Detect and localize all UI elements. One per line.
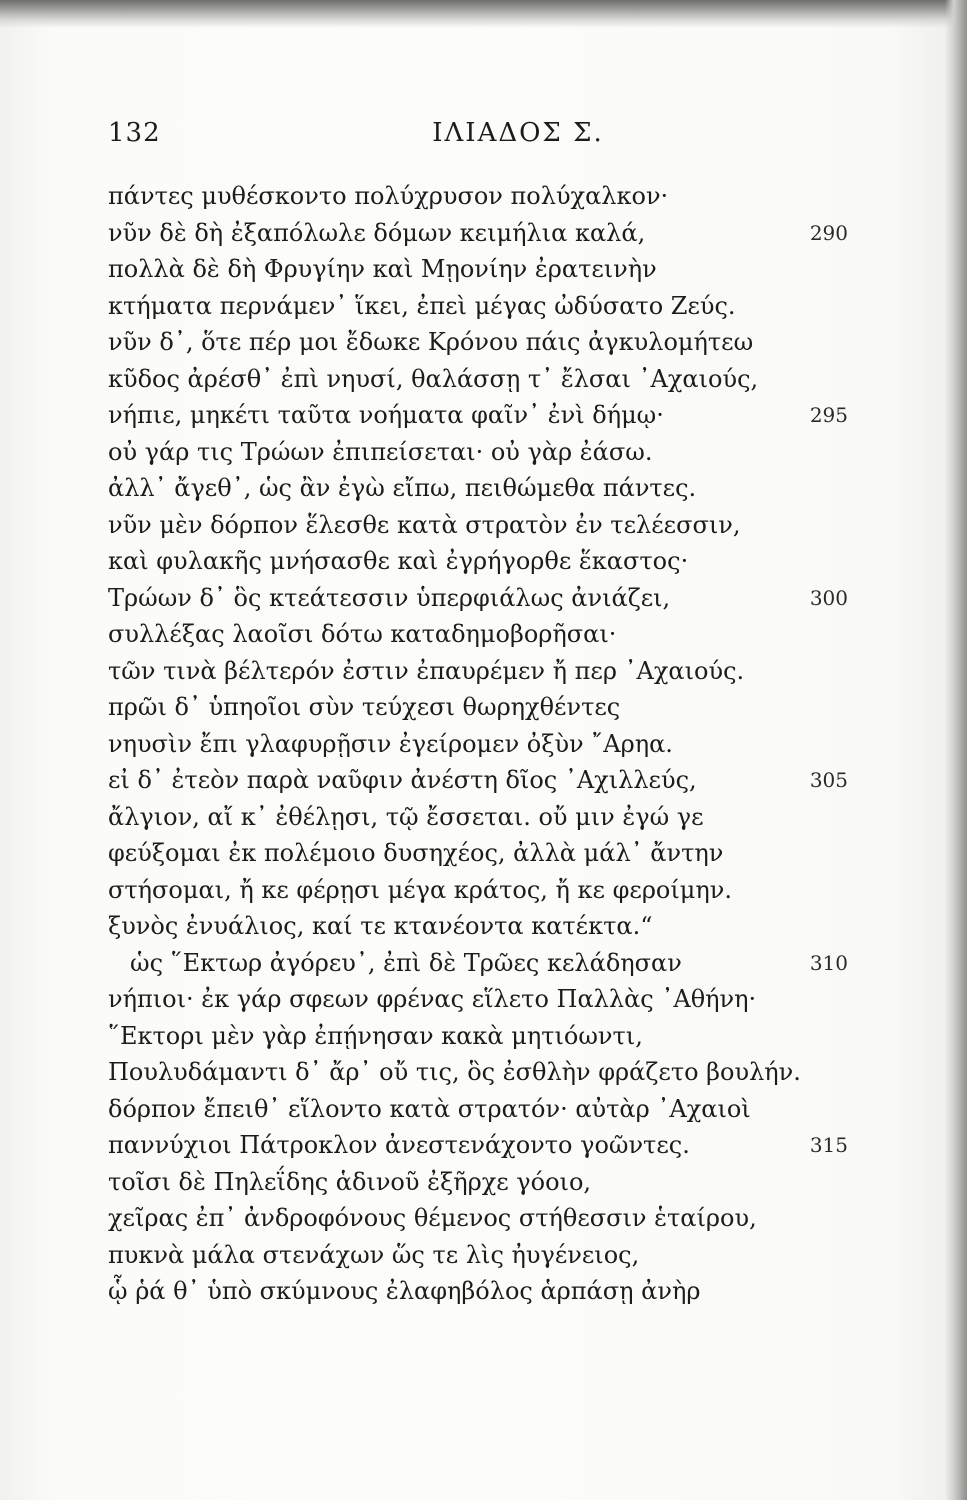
verse-line bbox=[108, 361, 848, 398]
verse-text: νηυσὶν ἔπι γλαφυρῇσιν ἐγείρομεν ὀξὺν ῎Αρηα. bbox=[108, 729, 673, 758]
line-number: 300 bbox=[809, 585, 848, 610]
verse-text: φεύξομαι ἐκ πολέμοιο δυσηχέος, ἀλλὰ μάλ᾽ ἄντην bbox=[108, 839, 724, 867]
verse-text: ἄλγιον, αἴ κ᾽ ἐθέλῃσι, τῷ ἔσσεται. οὔ μιν ἐγώ γε bbox=[108, 802, 704, 831]
verse-line bbox=[108, 945, 848, 982]
verse-text: πυκνὰ μάλα στενάχων ὥς τε λὶς ἠυγένειος, bbox=[108, 1240, 640, 1269]
book-title: ΙΛΙΑΔΟΣ Σ. bbox=[432, 118, 604, 148]
verse-line bbox=[108, 799, 848, 836]
verse-text: νῦν δὲ δὴ ἐξαπόλωλε δόμων κειμήλια καλά, bbox=[108, 218, 646, 247]
scan-top-edge bbox=[0, 0, 967, 28]
verse-line bbox=[108, 1054, 848, 1091]
verse-text: δόρπον ἔπειθ᾽ εἵλοντο κατὰ στρατόν· αὐτὰρ ᾽Αχαιοὶ bbox=[108, 1094, 751, 1123]
line-number: 305 bbox=[809, 768, 848, 792]
verse-text: παννύχιοι Πάτροκλον ἀνεστενάχοντο γοῶντες. bbox=[108, 1131, 690, 1159]
verse-text: νῦν δ᾽, ὅτε πέρ μοι ἔδωκε Κρόνου πάις ἀγκυλομήτεω bbox=[108, 328, 754, 356]
verse-text: οὐ γάρ τις Τρώων ἐπιπείσεται· οὐ γὰρ ἐάσω. bbox=[108, 437, 653, 466]
verse-text: Τρώων δ᾽ ὃς κτεάτεσσιν ὑπερφιάλως ἀνιάζει, bbox=[108, 583, 671, 612]
verse-text: καὶ φυλακῆς μνήσασθε καὶ ἐγρήγορθε ἕκαστος· bbox=[108, 547, 689, 575]
verse-line bbox=[108, 434, 848, 471]
verse-line bbox=[108, 470, 848, 507]
verse-line bbox=[108, 251, 848, 288]
line-number: 310 bbox=[809, 950, 848, 975]
verse-line bbox=[108, 1127, 848, 1164]
verse-line bbox=[108, 1018, 848, 1055]
line-number: 290 bbox=[809, 220, 848, 245]
verse-text: ἀλλ᾽ ἄγεθ᾽, ὡς ἂν ἐγὼ εἴπω, πειθώμεθα πάντες. bbox=[108, 474, 697, 502]
verse-line bbox=[108, 507, 848, 544]
verse-text: ᾧ ῥά θ᾽ ὑπὸ σκύμνους ἐλαφηβόλος ἁρπάσῃ ἀνὴρ bbox=[108, 1277, 701, 1305]
verse-text: νήπιοι· ἐκ γάρ σφεων φρένας εἵλετο Παλλὰς ᾽Αθήνη· bbox=[108, 985, 757, 1013]
verse-line bbox=[108, 981, 848, 1018]
verse-text: κτήματα περνάμεν᾽ ἵκει, ἐπεὶ μέγας ὠδύσατο Ζεύς. bbox=[108, 291, 736, 320]
verse-text: εἰ δ᾽ ἐτεὸν παρὰ ναῦφιν ἀνέστη δῖος ᾽Αχιλλεύς, bbox=[108, 766, 697, 794]
verse-line bbox=[108, 215, 848, 252]
verse-text: τῶν τινὰ βέλτερόν ἐστιν ἐπαυρέμεν ἤ περ ᾽Αχαιούς. bbox=[108, 656, 745, 685]
verse-line bbox=[108, 653, 848, 690]
line-number: 315 bbox=[809, 1133, 848, 1157]
verse-line bbox=[108, 397, 848, 434]
verse-text: πρῶι δ᾽ ὑπηοῖοι σὺν τεύχεσι θωρηχθέντες bbox=[108, 693, 621, 721]
verse-text: στήσομαι, ἤ κε φέρῃσι μέγα κράτος, ἤ κε φεροίμην. bbox=[108, 875, 732, 904]
running-head bbox=[108, 118, 868, 158]
verse-text: πολλὰ δὲ δὴ Φρυγίην καὶ Μῃονίην ἐρατεινὴν bbox=[108, 255, 657, 283]
verse-line bbox=[108, 908, 848, 945]
verse-text: χεῖρας ἐπ᾽ ἀνδροφόνους θέμενος στήθεσσιν ἑταίρου, bbox=[108, 1204, 757, 1232]
verse-line bbox=[108, 288, 848, 325]
verse-text: συλλέξας λαοῖσι δότω καταδημοβορῆσαι· bbox=[108, 620, 617, 648]
verse-text: πάντες μυθέσκοντο πολύχρυσον πολύχαλκον· bbox=[108, 182, 669, 210]
verse-text: ὡς ῞Εκτωρ ἀγόρευ᾽, ἐπὶ δὲ Τρῶες κελάδησαν bbox=[130, 948, 682, 977]
verse-text: νῦν μὲν δόρπον ἕλεσθε κατὰ στρατὸν ἐν τελέεσσιν, bbox=[108, 510, 741, 539]
verse-line bbox=[108, 1164, 848, 1201]
verse-line bbox=[108, 689, 848, 726]
verse-line bbox=[108, 580, 848, 617]
verse-line bbox=[108, 1091, 848, 1128]
verse-line bbox=[108, 1237, 848, 1274]
verse-line bbox=[108, 324, 848, 361]
verse-line bbox=[108, 616, 848, 653]
verse-block bbox=[108, 178, 848, 1310]
verse-line bbox=[108, 762, 848, 799]
verse-line bbox=[108, 178, 848, 215]
page-number: 132 bbox=[108, 118, 161, 148]
verse-text: τοῖσι δὲ Πηλεΐδης ἁδινοῦ ἐξῆρχε γόοιο, bbox=[108, 1167, 592, 1196]
verse-line bbox=[108, 543, 848, 580]
verse-line bbox=[108, 1273, 848, 1310]
verse-text: Πουλυδάμαντι δ᾽ ἄρ᾽ οὔ τις, ὃς ἐσθλὴν φράζετο βουλήν. bbox=[108, 1058, 801, 1086]
verse-line bbox=[108, 1200, 848, 1237]
verse-text: ξυνὸς ἐνυάλιος, καί τε κτανέοντα κατέκτα.“ bbox=[108, 912, 653, 940]
verse-text: νήπιε, μηκέτι ταῦτα νοήματα φαῖν᾽ ἐνὶ δήμῳ· bbox=[108, 401, 664, 429]
verse-text: ῞Εκτορι μὲν γὰρ ἐπῄνησαν κακὰ μητιόωντι, bbox=[108, 1021, 643, 1050]
scan-right-edge bbox=[945, 0, 967, 1500]
verse-line bbox=[108, 835, 848, 872]
line-number: 295 bbox=[809, 403, 848, 427]
verse-line bbox=[108, 872, 848, 909]
verse-line bbox=[108, 726, 848, 763]
verse-text: κῦδος ἀρέσθ᾽ ἐπὶ νηυσί, θαλάσσῃ τ᾽ ἔλσαι ᾽Αχαιούς, bbox=[108, 364, 759, 393]
